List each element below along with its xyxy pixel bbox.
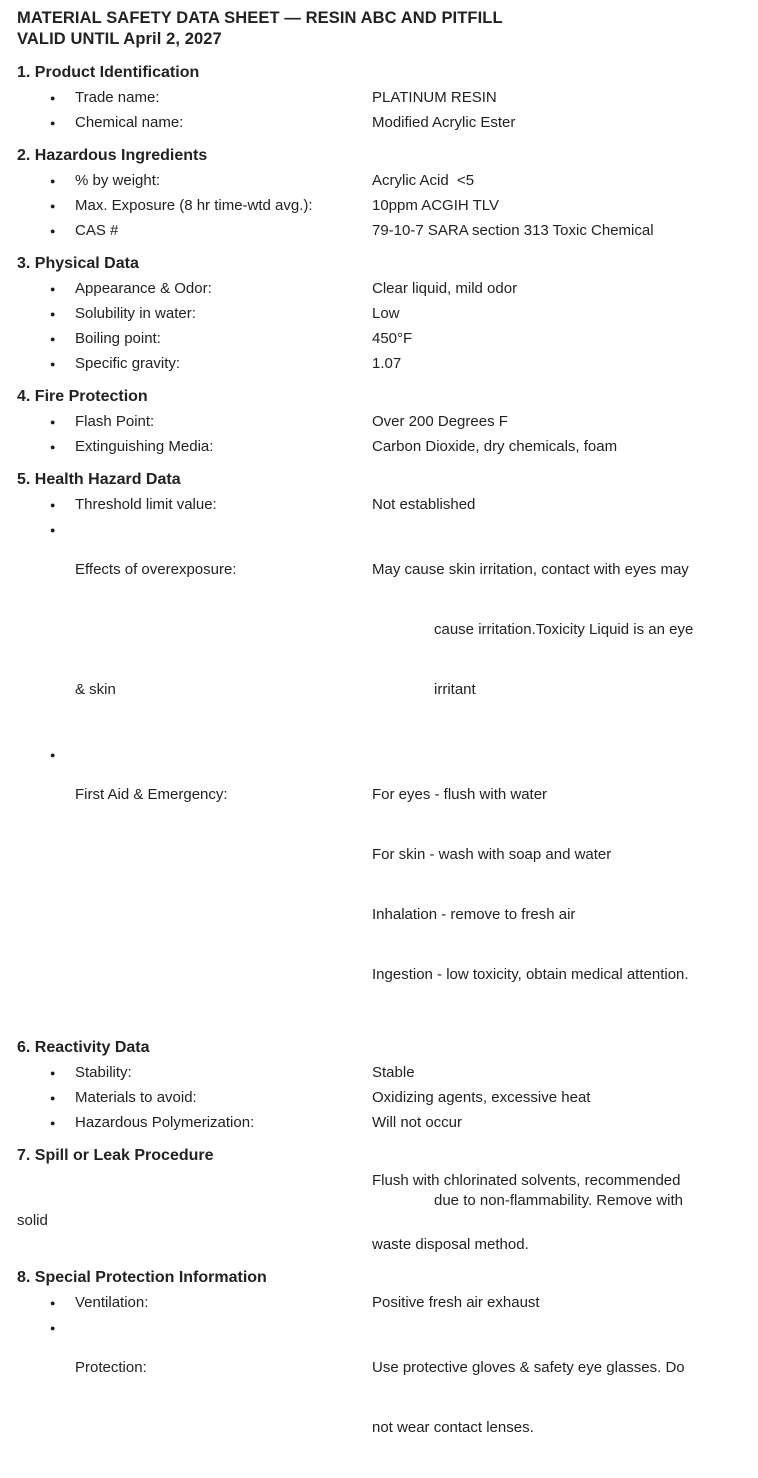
section-physical-data: [17, 254, 738, 374]
field-row-protection: [17, 1318, 738, 1478]
field-label: Flash Point:: [75, 413, 155, 430]
field-row: [17, 1088, 738, 1108]
field-row: [17, 88, 738, 108]
field-label: Appearance & Odor:: [75, 280, 212, 297]
field-row-first-aid: [17, 745, 738, 1025]
field-label: Max. Exposure (8 hr time-wtd avg.):: [75, 197, 313, 214]
field-row: [17, 196, 738, 216]
value-line: cause irritation.Toxicity Liquid is an eye: [434, 621, 694, 638]
bullet-icon: ●: [50, 500, 56, 510]
field-row: [17, 495, 738, 515]
value-line: For eyes - flush with water: [372, 786, 548, 803]
field-row: [17, 412, 738, 432]
field-value: Stable: [372, 1064, 415, 1081]
field-label: Stability:: [75, 1064, 132, 1081]
field-label: % by weight:: [75, 172, 161, 189]
paragraph-line: waste disposal method.: [372, 1236, 529, 1253]
field-row: [17, 437, 738, 457]
bullet-icon: ●: [50, 201, 56, 211]
paragraph-line: Flush with chlorinated solvents, recommended: [372, 1172, 681, 1189]
field-value: Not established: [372, 496, 476, 513]
value-line: May cause skin irritation, contact with eyes may: [372, 561, 689, 578]
field-value: Carbon Dioxide, dry chemicals, foam: [372, 438, 618, 455]
value-line: For skin - wash with soap and water: [372, 846, 612, 863]
document-validity: VALID UNTIL April 2, 2027: [17, 30, 222, 48]
field-label: Protection:: [75, 1359, 147, 1376]
field-row: [17, 1113, 738, 1133]
value-line: Use protective gloves & safety eye glasses. Do: [372, 1359, 685, 1376]
field-row: [17, 279, 738, 299]
field-value: Modified Acrylic Ester: [372, 114, 516, 131]
section-heading: 6. Reactivity Data: [17, 1039, 150, 1056]
bullet-icon: ●: [50, 226, 56, 236]
section-health-hazard-data: [17, 470, 738, 1025]
field-row: [17, 171, 738, 191]
field-value: Positive fresh air exhaust: [372, 1294, 540, 1311]
section-product-identification: [17, 63, 738, 133]
field-row: [17, 1293, 738, 1313]
field-value: 1.07: [372, 355, 402, 372]
bullet-icon: ●: [50, 1298, 56, 1308]
field-row: [17, 304, 738, 324]
bullet-icon: ●: [50, 417, 56, 427]
field-row: [17, 113, 738, 133]
paragraph-line: due to non-flammability. Remove with: [434, 1192, 683, 1209]
field-row: [17, 329, 738, 349]
field-row-overexposure: [17, 520, 738, 740]
section-special-protection-information: [17, 1268, 738, 1478]
field-label: Hazardous Polymerization:: [75, 1114, 255, 1131]
bullet-icon: ●: [50, 93, 56, 103]
section-heading: 4. Fire Protection: [17, 388, 148, 405]
bullet-icon: ●: [50, 1068, 56, 1078]
field-value: 10ppm ACGIH TLV: [372, 197, 500, 214]
spill-procedure-paragraph: [17, 1171, 738, 1255]
field-label: Effects of overexposure:: [75, 561, 237, 578]
field-label: Extinguishing Media:: [75, 438, 214, 455]
section-heading: 1. Product Identification: [17, 64, 200, 81]
field-value: Oxidizing agents, excessive heat: [372, 1089, 591, 1106]
label-spacer: [75, 620, 372, 640]
field-value: PLATINUM RESIN: [372, 89, 497, 106]
section-heading: 8. Special Protection Information: [17, 1269, 267, 1286]
field-value: Over 200 Degrees F: [372, 413, 508, 430]
field-label: Boiling point:: [75, 330, 161, 347]
field-label: Trade name:: [75, 89, 160, 106]
field-label-continuation: & skin: [75, 681, 116, 698]
value-line: not wear contact lenses.: [372, 1419, 534, 1436]
paragraph-line: solid: [17, 1212, 48, 1229]
bullet-icon: ●: [50, 1323, 56, 1333]
bullet-icon: ●: [50, 442, 56, 452]
value-line: Ingestion - low toxicity, obtain medical attention.: [372, 966, 689, 983]
bullet-icon: ●: [50, 334, 56, 344]
field-value: Clear liquid, mild odor: [372, 280, 518, 297]
section-heading: 5. Health Hazard Data: [17, 471, 181, 488]
bullet-icon: ●: [50, 1093, 56, 1103]
field-row: [17, 221, 738, 241]
field-row: [17, 1063, 738, 1083]
value-line: irritant: [434, 681, 476, 698]
section-hazardous-ingredients: [17, 146, 738, 241]
field-label: Ventilation:: [75, 1294, 149, 1311]
bullet-icon: ●: [50, 1118, 56, 1128]
section-heading: 2. Hazardous Ingredients: [17, 147, 208, 164]
section-heading: 7. Spill or Leak Procedure: [17, 1147, 214, 1164]
field-label: Materials to avoid:: [75, 1089, 197, 1106]
field-label: Solubility in water:: [75, 305, 196, 322]
field-value: 79-10-7 SARA section 313 Toxic Chemical: [372, 222, 654, 239]
bullet-icon: ●: [50, 309, 56, 319]
field-label: Specific gravity:: [75, 355, 181, 372]
document-header: [17, 8, 738, 50]
field-label: Threshold limit value:: [75, 496, 217, 513]
field-value: Will not occur: [372, 1114, 463, 1131]
section-spill-or-leak-procedure: [17, 1146, 738, 1255]
bullet-icon: ●: [50, 359, 56, 369]
section-fire-protection: [17, 387, 738, 457]
field-label: Chemical name:: [75, 114, 184, 131]
bullet-icon: ●: [50, 176, 56, 186]
section-heading: 3. Physical Data: [17, 255, 139, 272]
field-label: First Aid & Emergency:: [75, 786, 228, 803]
field-row: [17, 354, 738, 374]
value-line: Inhalation - remove to fresh air: [372, 906, 576, 923]
bullet-icon: ●: [50, 525, 56, 535]
field-label: CAS #: [75, 222, 119, 239]
section-reactivity-data: [17, 1038, 738, 1133]
field-value: Low: [372, 305, 400, 322]
field-value: Acrylic Acid <5: [372, 172, 475, 189]
field-value: 450°F: [372, 330, 413, 347]
document-title: MATERIAL SAFETY DATA SHEET — RESIN ABC AND PITFILL: [17, 9, 503, 27]
bullet-icon: ●: [50, 750, 56, 760]
bullet-icon: ●: [50, 284, 56, 294]
bullet-icon: ●: [50, 118, 56, 128]
